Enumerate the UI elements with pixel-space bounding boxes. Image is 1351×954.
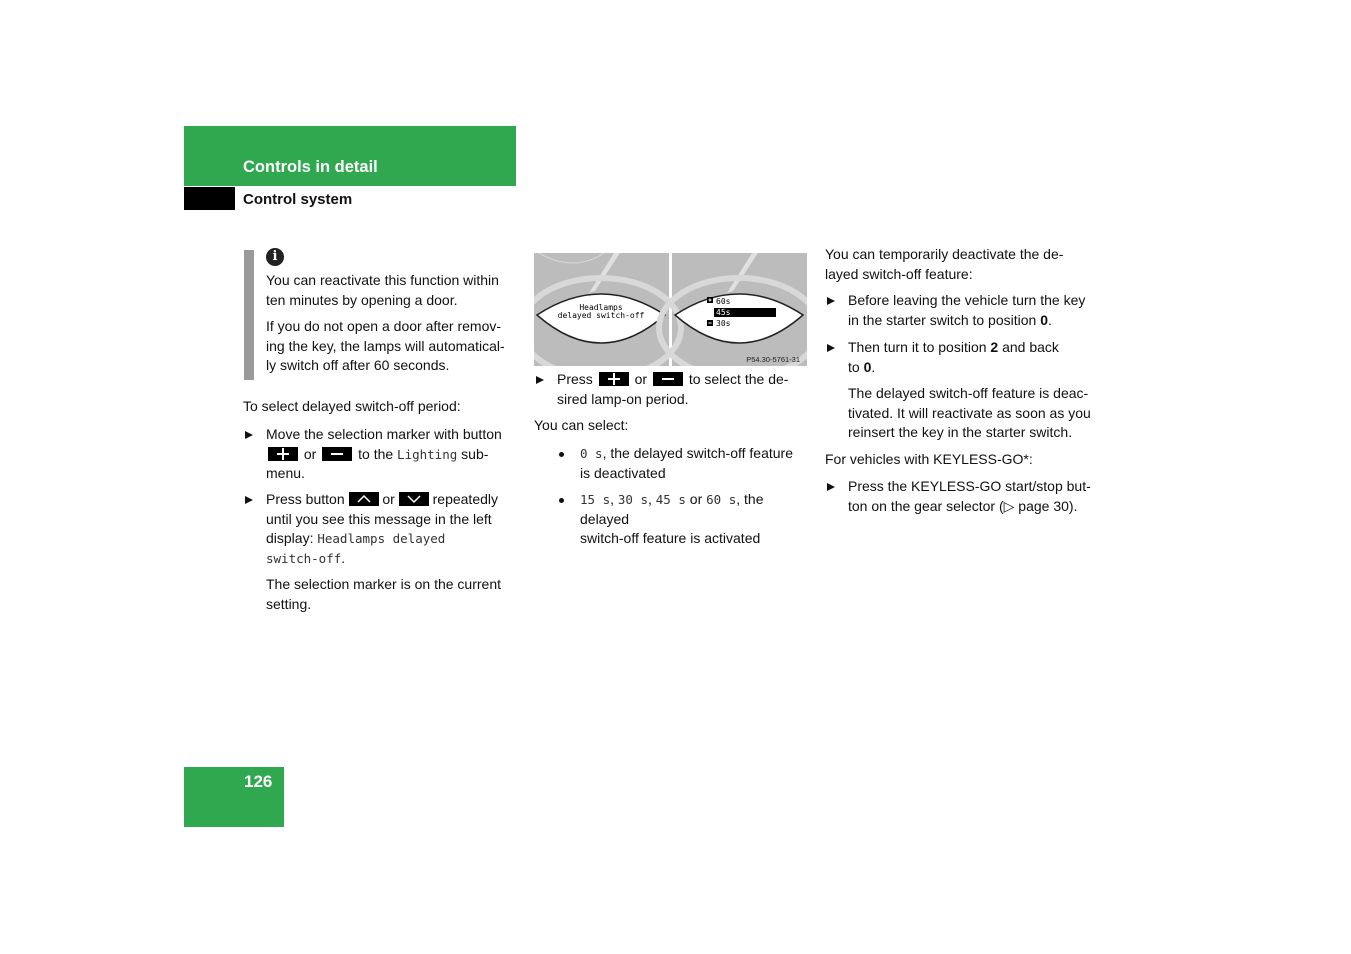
minus-button-icon [322,447,352,461]
left-display-line1: Headlamps [579,303,623,312]
info-text-1: You can reactivate this function within ten minutes by opening a door. [266,272,499,308]
step-move-marker: Move the selection marker with button or to the Lighting sub- menu. [266,426,502,481]
chapter-title: Controls in detail [243,158,378,176]
info-bar [244,250,254,380]
step-arrow-icon [245,431,253,439]
minus-button-icon [653,372,683,386]
deactivated-note: The delayed switch-off feature is deac- tivated. It will reactivate as soon as you reinsert the key in the starter switch. [848,385,1091,440]
step-press-plus-minus: Press or to select the de- sired lamp-on period. [557,371,789,407]
can-select-label: You can select: [534,417,629,433]
step-turn-key: Before leaving the vehicle turn the key in the starter switch to position 0. [848,292,1086,328]
step-arrow-icon [827,297,835,305]
deactivate-intro: You can temporarily deactivate the de- layed switch-off feature: [825,246,1064,282]
page-number: 126 [244,772,273,791]
instrument-display-image [534,253,807,366]
option-deactivated: 0 s, the delayed switch-off feature is deactivated [580,445,793,481]
step-arrow-icon [245,496,253,504]
plus-button-icon [599,372,629,386]
info-text-2: If you do not open a door after remov- ing the key, the lamps will automatical- ly switch off after 60 seconds. [266,318,505,373]
figure-code: P54.30-5761-31 [746,355,800,364]
option-45s-selected: 45s [716,308,731,317]
step-keyless-go: Press the KEYLESS-GO start/stop but- ton on the gear selector (▷ page 30). [848,478,1091,514]
step-arrow-icon [536,376,544,384]
step-arrow-icon [827,344,835,352]
step-press-button: Press button or repeatedly until you see this message in the left display: Headlamps delayed switch-off. [266,491,499,566]
select-intro: To select delayed switch-off period: [243,398,461,414]
marker-note: The selection marker is on the current setting. [266,576,501,612]
option-30s: 30s [716,319,731,328]
bullet-icon [559,498,564,503]
bullet-icon [559,452,564,457]
step-turn-position: Then turn it to position 2 and back to 0. [848,339,1059,375]
section-title: Control system [243,191,353,208]
up-button-icon [349,492,379,506]
section-marker [184,187,235,210]
option-60s: 60s [716,297,731,306]
down-button-icon [399,492,429,506]
info-icon: i [266,248,284,266]
keyless-go-intro: For vehicles with KEYLESS-GO*: [825,451,1033,467]
plus-button-icon [268,447,298,461]
left-display-line2: delayed switch-off [557,311,645,320]
step-arrow-icon [827,483,835,491]
option-activated: 15 s, 30 s, 45 s or 60 s, the delayed switch-off feature is activated [580,491,764,546]
